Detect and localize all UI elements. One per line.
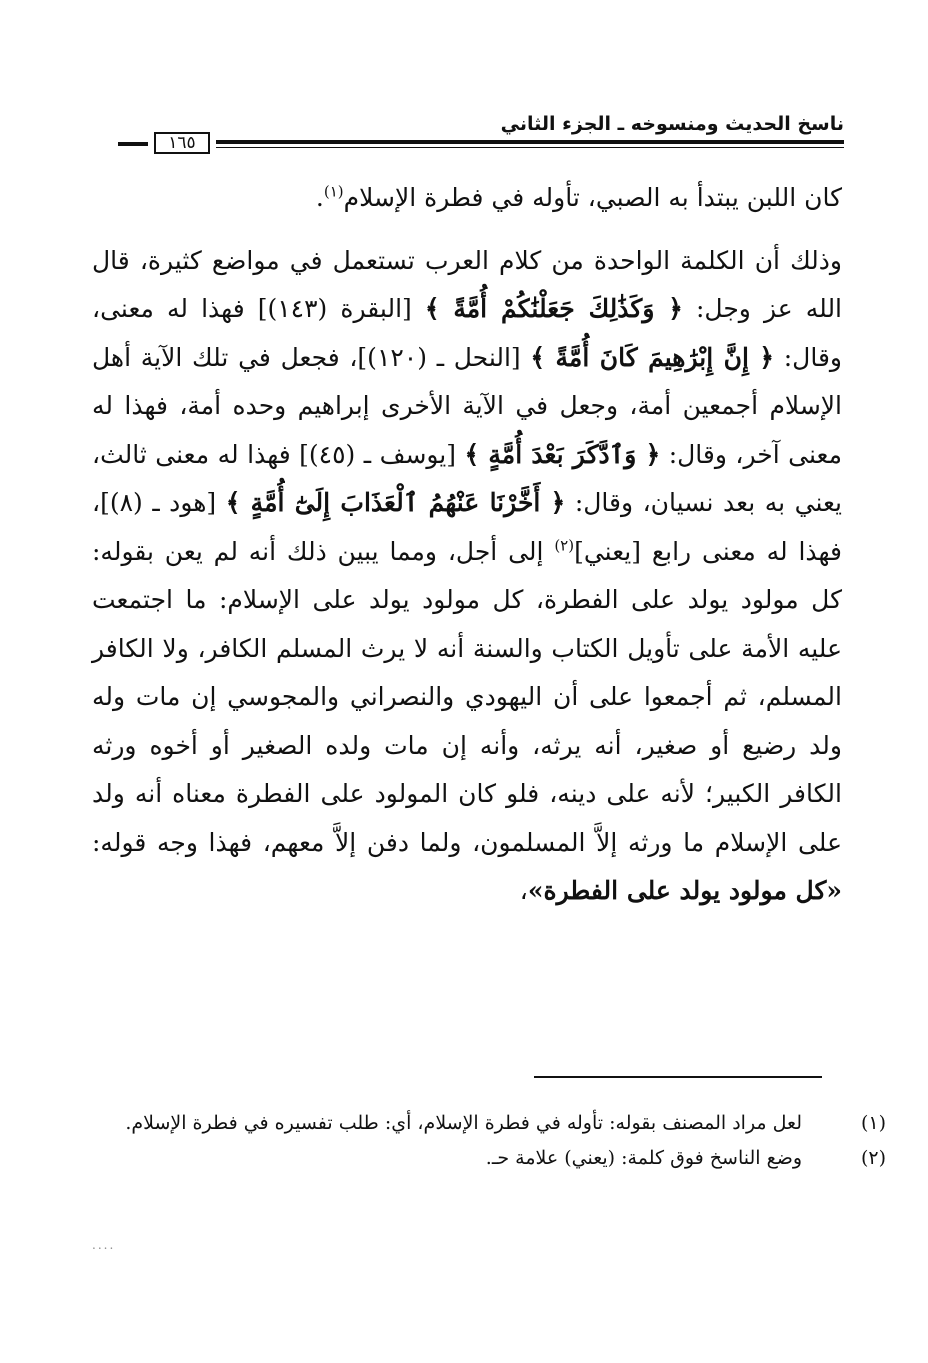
hadith-quote: «كل مولود يولد على الفطرة» <box>527 876 842 905</box>
header-title: ناسخ الحديث ومنسوخه ـ الجزء الثاني <box>500 113 844 135</box>
footnote-number: (١) <box>860 1112 886 1134</box>
footnote-1 <box>92 1106 886 1141</box>
p2-segment-4: [يوسف ـ (٤٥)] فهذا له معنى ثالث، يعني به بعد نسيان، وقال: <box>92 439 843 517</box>
running-header <box>110 112 844 153</box>
p1-text: كان اللبن يبتدأ به الصبي، تأوله في فطرة الإسلام <box>343 183 842 212</box>
p2-segment-2: [البقرة (١٤٣)] فهذا له معنى، وقال: <box>92 294 842 372</box>
quran-verse-1: ﴿ وَكَذَٰلِكَ جَعَلْنَٰكُمْ أُمَّةً ﴾ <box>424 294 683 323</box>
p2-segment-1: وذلك أن الكلمة الواحدة من كلام العرب تستعمل في مواضع كثيرة، قال الله عز وجل: <box>92 245 843 323</box>
scan-artifact: .... <box>92 1238 116 1252</box>
header-dash <box>118 142 148 146</box>
footnote-number: (٢) <box>860 1147 886 1169</box>
footnote-text: لعل مراد المصنف بقوله: تأوله في فطرة الإسلام، أي: طلب تفسيره في فطرة الإسلام. <box>125 1112 802 1134</box>
p2-segment-6: إلى أجل، ومما يبين ذلك أنه لم يعن بقوله: كل مولود يولد على الفطرة، كل مولود يولد على الإسلام: ما اجتمعت عليه الأمة على تأويل الكتاب والسنة أنه لا يرث المسلم الكافر، ولا الكافر المسلم، ثم أجمعوا على أن اليهودي والنصراني والمجوسي إن مات وله ولد رضيع أو صغير، أنه يرثه، وأنه إن مات ولده الصغير أو أخوه ورثه الكافر الكبير؛ لأنه على دينه، فلو كان المولود على الفطرة معناه أنه ولد على الإسلام ما ورثه إلاَّ المسلمون، ولما دفن إلاَّ معهم، فهذا وجه قوله: <box>92 536 842 857</box>
footnote-2 <box>92 1141 886 1176</box>
page-number: ١٦٥ <box>154 132 210 154</box>
paragraph-1 <box>92 174 842 223</box>
footnote-separator <box>534 1076 822 1078</box>
main-text <box>92 174 842 916</box>
quran-verse-4: ﴿ أَخَّرْنَا عَنْهُمُ ٱلْعَذَابَ إِلَىٰٓ أُمَّةٍ ﴾ <box>225 488 566 517</box>
paragraph-2 <box>92 237 842 916</box>
footnotes <box>92 1106 886 1176</box>
header-rule-thin <box>216 147 844 148</box>
p2-segment-3: [النحل ـ (١٢٠)]، فجعل في تلك الآية أهل الإسلام أجمعين أمة، وجعل في الآية الأخرى إبراهيم وحده أمة، فهذا له معنى آخر، وقال: <box>92 342 842 469</box>
quran-verse-2: ﴿ إِنَّ إِبْرَٰهِيمَ كَانَ أُمَّةً ﴾ <box>530 342 775 372</box>
p1-end: . <box>315 183 324 212</box>
p2-end: ، <box>519 876 528 905</box>
quran-verse-3: ﴿ وَٱدَّكَرَ بَعْدَ أُمَّةٍ ﴾ <box>464 439 661 469</box>
p2-segment-5: [هود ـ (٨)]، فهذا له معنى رابع [يعني] <box>92 488 843 566</box>
footnote-text: وضع الناسخ فوق كلمة: (يعني) علامة حـ. <box>485 1147 802 1169</box>
footnote-ref-1: (١) <box>323 182 344 201</box>
footnote-ref-2: (٢) <box>554 536 575 555</box>
header-rule-thick <box>216 140 844 144</box>
